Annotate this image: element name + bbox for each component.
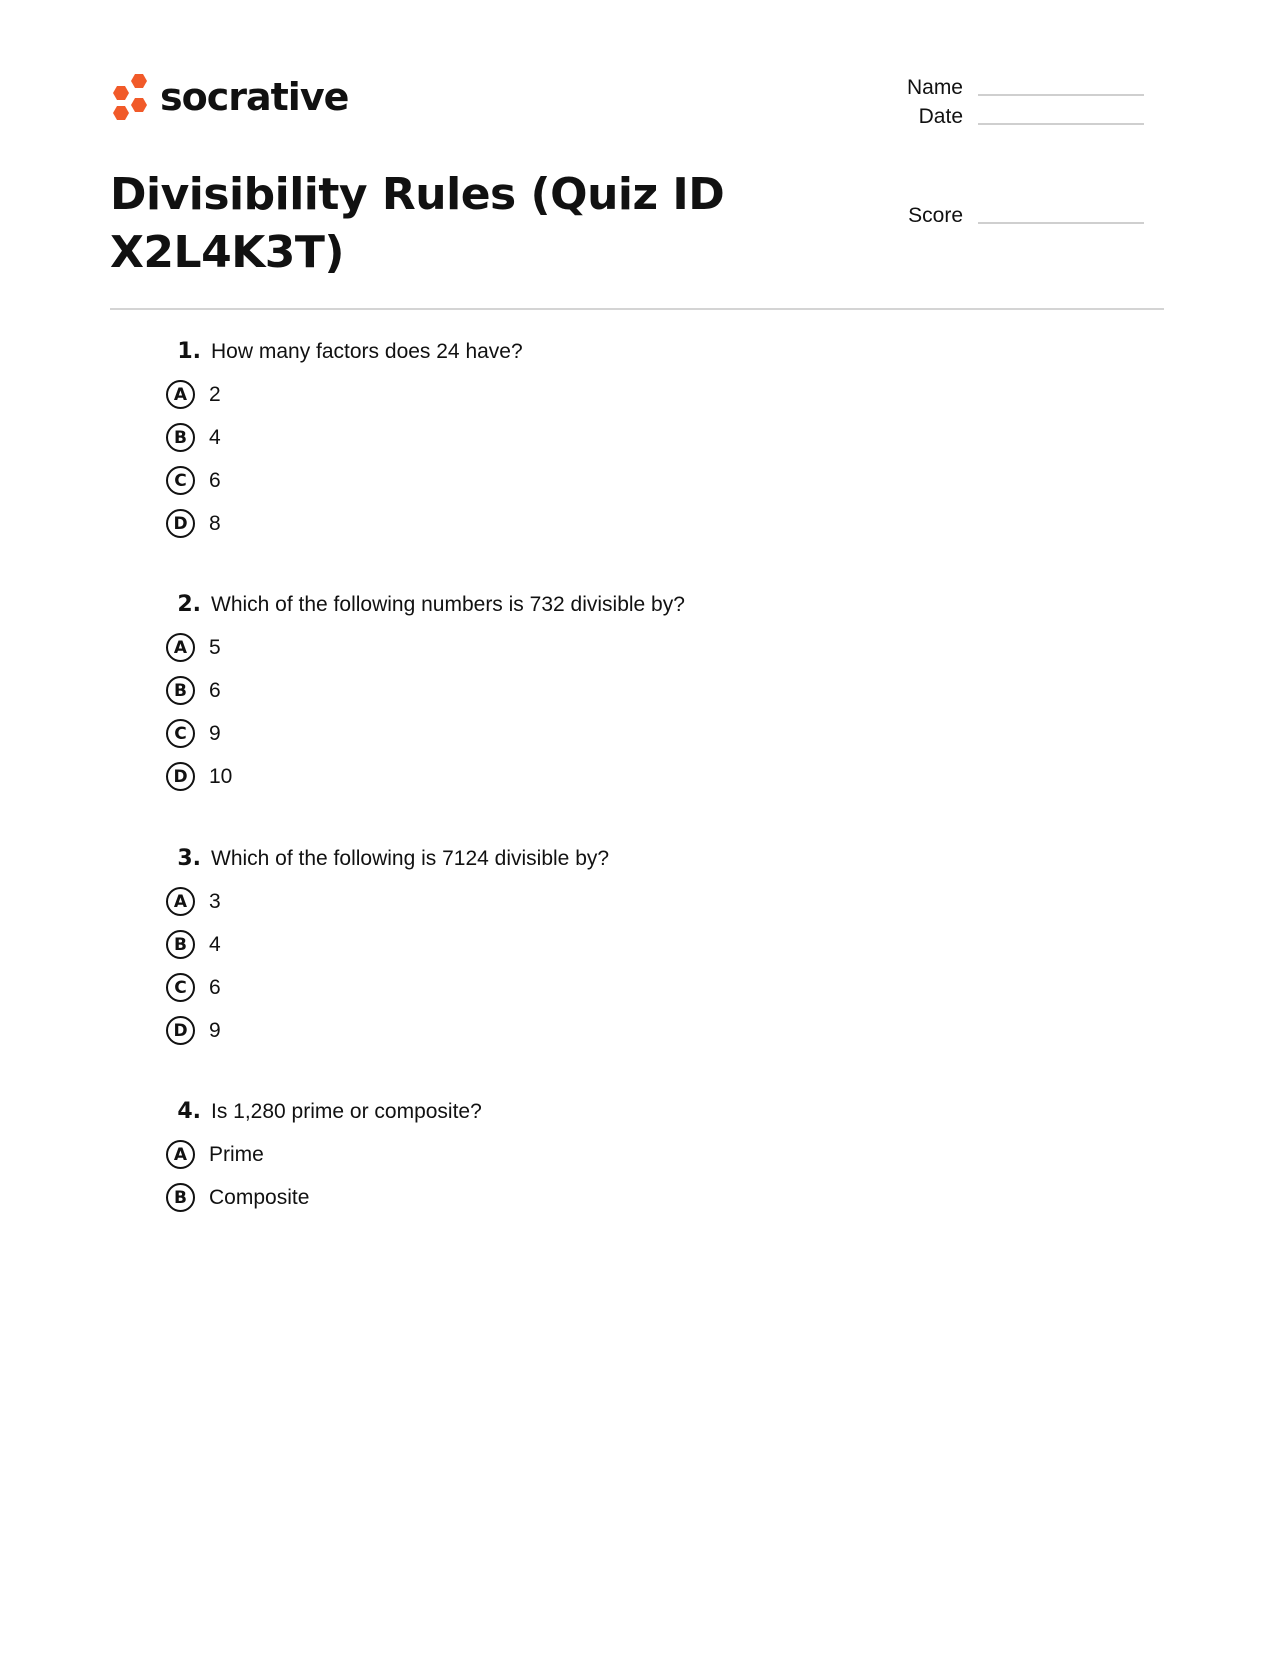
choice-text: 6 bbox=[209, 975, 221, 999]
choice-b[interactable] bbox=[165, 669, 685, 712]
name-line[interactable] bbox=[978, 93, 1144, 96]
question-text: How many factors does 24 have? bbox=[211, 340, 523, 363]
choice-text: 4 bbox=[209, 932, 221, 956]
question-text: Which of the following numbers is 732 divisible by? bbox=[211, 593, 685, 616]
choice-text: 8 bbox=[209, 511, 221, 535]
question-text: Is 1,280 prime or composite? bbox=[211, 1100, 482, 1123]
date-field[interactable] bbox=[883, 105, 1144, 129]
bubble-icon[interactable]: A bbox=[166, 1140, 195, 1169]
date-label: Date bbox=[918, 105, 963, 128]
choice-text: 2 bbox=[209, 382, 221, 406]
header-divider bbox=[110, 308, 1164, 310]
bubble-icon[interactable]: B bbox=[166, 1183, 195, 1212]
question-number: 4. bbox=[177, 1099, 201, 1124]
score-line[interactable] bbox=[978, 221, 1144, 224]
question-4 bbox=[165, 1099, 482, 1219]
bubble-icon[interactable]: D bbox=[166, 1016, 195, 1045]
choice-text: Prime bbox=[209, 1142, 264, 1166]
brand-name: socrative bbox=[160, 75, 349, 119]
bubble-icon[interactable]: A bbox=[166, 887, 195, 916]
score-label: Score bbox=[908, 204, 963, 227]
choice-a[interactable] bbox=[165, 1133, 482, 1176]
bubble-icon[interactable]: B bbox=[166, 676, 195, 705]
choice-text: Composite bbox=[209, 1185, 310, 1209]
choice-c[interactable] bbox=[165, 966, 609, 1009]
bubble-icon[interactable]: B bbox=[166, 930, 195, 959]
bubble-icon[interactable]: D bbox=[166, 509, 195, 538]
bubble-icon[interactable]: C bbox=[166, 719, 195, 748]
bubble-icon[interactable]: D bbox=[166, 762, 195, 791]
bubble-icon[interactable]: A bbox=[166, 633, 195, 662]
bubble-icon[interactable]: A bbox=[166, 380, 195, 409]
choice-text: 4 bbox=[209, 425, 221, 449]
choice-text: 10 bbox=[209, 764, 233, 788]
question-number: 3. bbox=[177, 846, 201, 871]
hexagon-logo-icon bbox=[110, 72, 152, 122]
quiz-title: Divisibility Rules (Quiz ID X2L4K3T) bbox=[110, 169, 725, 278]
choice-b[interactable] bbox=[165, 1176, 482, 1219]
question-3 bbox=[165, 846, 609, 1052]
choice-text: 9 bbox=[209, 1018, 221, 1042]
bubble-icon[interactable]: C bbox=[166, 973, 195, 1002]
choice-b[interactable] bbox=[165, 416, 523, 459]
name-label: Name bbox=[906, 76, 963, 99]
bubble-icon[interactable]: C bbox=[166, 466, 195, 495]
choice-text: 6 bbox=[209, 678, 221, 702]
choice-text: 3 bbox=[209, 889, 221, 913]
choice-text: 9 bbox=[209, 721, 221, 745]
name-field[interactable] bbox=[883, 76, 1144, 100]
bubble-icon[interactable]: B bbox=[166, 423, 195, 452]
choice-c[interactable] bbox=[165, 459, 523, 502]
choice-text: 6 bbox=[209, 468, 221, 492]
choice-c[interactable] bbox=[165, 712, 685, 755]
choice-text: 5 bbox=[209, 635, 221, 659]
question-1 bbox=[165, 339, 523, 545]
choice-d[interactable] bbox=[165, 1009, 609, 1052]
choice-a[interactable] bbox=[165, 373, 523, 416]
choice-d[interactable] bbox=[165, 755, 685, 798]
score-field[interactable] bbox=[883, 204, 1144, 228]
date-line[interactable] bbox=[978, 122, 1144, 125]
choice-b[interactable] bbox=[165, 923, 609, 966]
socrative-logo bbox=[110, 72, 348, 122]
choice-d[interactable] bbox=[165, 502, 523, 545]
question-text: Which of the following is 7124 divisible by? bbox=[211, 847, 610, 870]
question-number: 2. bbox=[177, 592, 201, 617]
choice-a[interactable] bbox=[165, 880, 609, 923]
question-number: 1. bbox=[177, 339, 201, 364]
choice-a[interactable] bbox=[165, 626, 685, 669]
question-2 bbox=[165, 592, 685, 798]
